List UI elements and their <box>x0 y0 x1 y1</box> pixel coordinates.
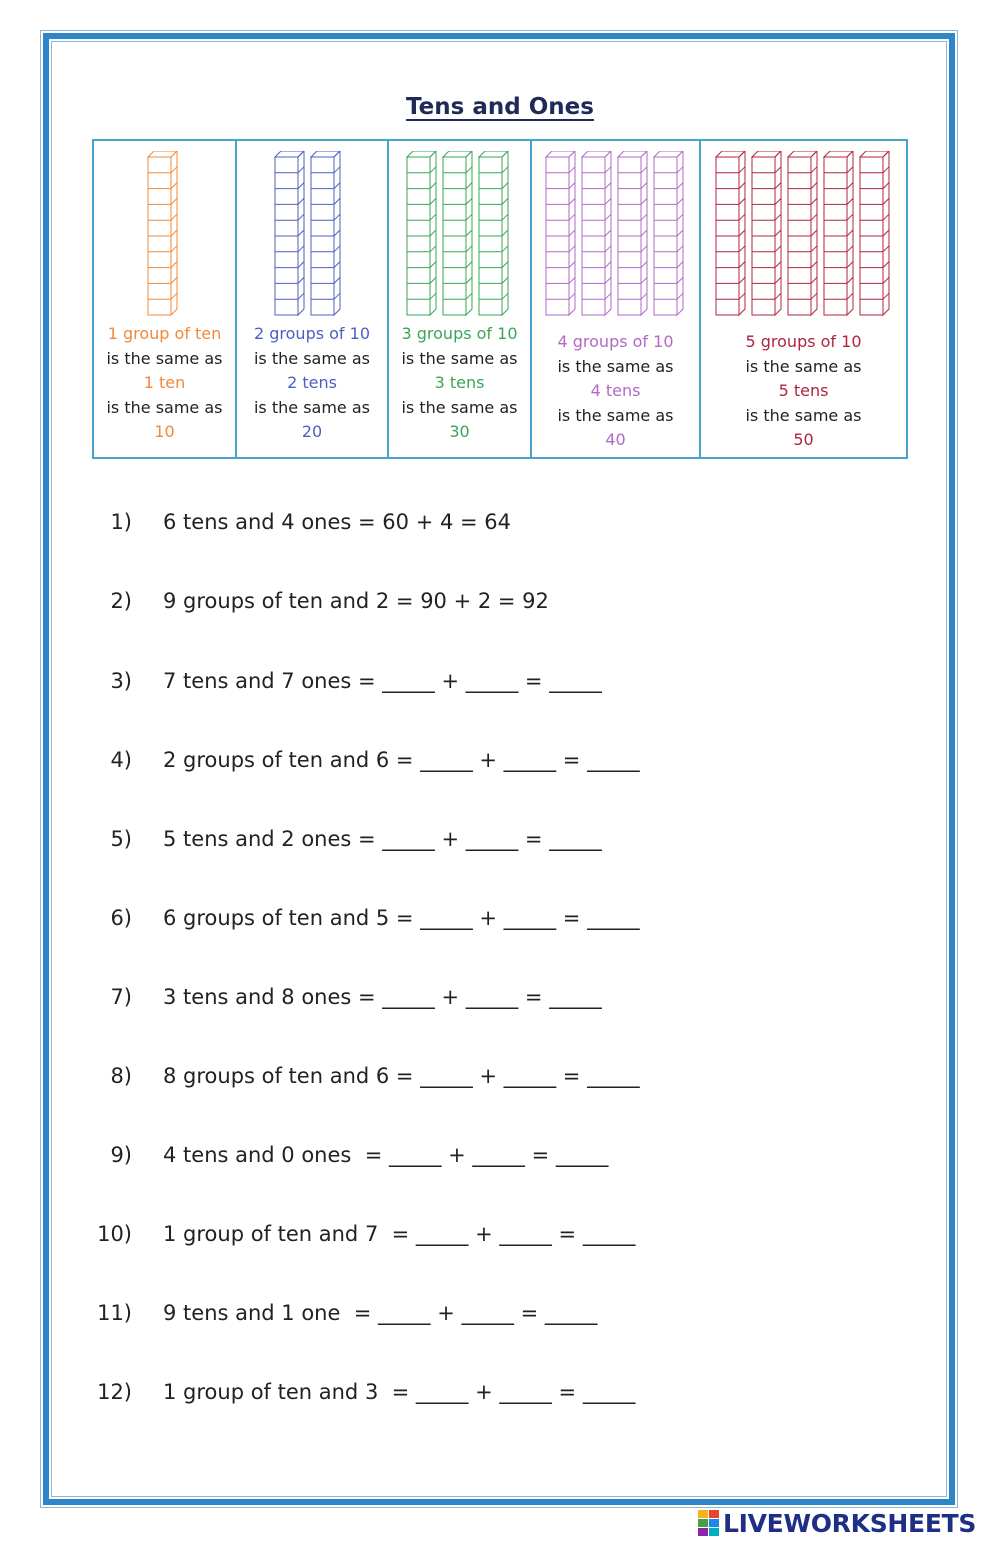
ten-rod <box>752 151 781 315</box>
question-12 <box>0 1380 1000 1410</box>
question-number: 5) <box>110 827 132 851</box>
ten-rod <box>479 151 508 315</box>
same-as-label: is the same as <box>253 397 370 417</box>
ten-rod <box>311 151 340 315</box>
same-as-label: is the same as <box>557 405 674 425</box>
tens-label: 1 ten <box>143 373 186 392</box>
ten-rod <box>788 151 817 315</box>
question-text: 9 groups of ten and 2 = 90 + 2 = 92 <box>163 589 549 613</box>
question-number: 8) <box>110 1064 132 1088</box>
value-label: 20 <box>301 422 323 441</box>
tens-label: 4 tens <box>590 381 641 400</box>
group-label: 1 group of ten <box>107 324 222 343</box>
question-number: 11) <box>97 1301 132 1325</box>
same-as-label: is the same as <box>106 397 223 417</box>
question-number: 9) <box>110 1143 132 1167</box>
question-number: 6) <box>110 906 132 930</box>
liveworksheets-footer[interactable] <box>698 1509 976 1537</box>
question-number: 2) <box>110 589 132 613</box>
ten-rod <box>860 151 889 315</box>
question-text[interactable]: 3 tens and 8 ones = _____ + _____ = _____ <box>163 985 602 1009</box>
ten-rod <box>546 151 575 315</box>
group-cell-4 <box>532 141 701 457</box>
ten-rods-2 <box>237 151 387 321</box>
question-number: 1) <box>110 510 132 534</box>
question-3 <box>0 669 1000 699</box>
ten-rod <box>148 151 177 315</box>
question-text[interactable]: 4 tens and 0 ones = _____ + _____ = _____ <box>163 1143 609 1167</box>
tens-label: 5 tens <box>778 381 829 400</box>
ten-rods-4 <box>532 151 699 321</box>
ten-rods-1 <box>94 151 235 321</box>
ten-rod <box>275 151 304 315</box>
question-number: 12) <box>97 1380 132 1404</box>
group-label: 3 groups of 10 <box>401 324 518 343</box>
question-text[interactable]: 8 groups of ten and 6 = _____ + _____ = _____ <box>163 1064 640 1088</box>
ten-rods-5 <box>701 151 906 321</box>
question-number: 7) <box>110 985 132 1009</box>
tens-reference-table <box>92 139 908 459</box>
tens-label: 3 tens <box>434 373 485 392</box>
ten-rod <box>618 151 647 315</box>
group-label: 4 groups of 10 <box>557 332 674 351</box>
ten-rod <box>582 151 611 315</box>
title-text: Tens and Ones <box>406 94 594 120</box>
question-8 <box>0 1064 1000 1094</box>
question-text: 6 tens and 4 ones = 60 + 4 = 64 <box>163 510 511 534</box>
question-text[interactable]: 1 group of ten and 3 = _____ + _____ = _____ <box>163 1380 636 1404</box>
ten-rod <box>407 151 436 315</box>
brand-name: LIVEWORKSHEETS <box>723 1508 977 1538</box>
group-caption-1 <box>94 322 235 445</box>
group-cell-5 <box>701 141 906 457</box>
question-number: 10) <box>97 1222 132 1246</box>
ten-rods-3 <box>389 151 530 321</box>
group-label: 5 groups of 10 <box>745 332 862 351</box>
question-text[interactable]: 2 groups of ten and 6 = _____ + _____ = _____ <box>163 748 640 772</box>
value-label: 30 <box>449 422 470 441</box>
ten-rod <box>654 151 683 315</box>
group-caption-2 <box>237 322 387 445</box>
question-number: 3) <box>110 669 132 693</box>
same-as-label: is the same as <box>106 348 223 368</box>
question-11 <box>0 1301 1000 1331</box>
question-9 <box>0 1143 1000 1173</box>
group-caption-4 <box>532 330 699 453</box>
question-text[interactable]: 1 group of ten and 7 = _____ + _____ = _____ <box>163 1222 636 1246</box>
value-label: 40 <box>605 430 626 449</box>
same-as-label: is the same as <box>401 397 518 417</box>
group-caption-5 <box>701 330 906 453</box>
same-as-label: is the same as <box>253 348 370 368</box>
value-label: 10 <box>154 422 175 441</box>
group-cell-2 <box>237 141 389 457</box>
question-number: 4) <box>110 748 132 772</box>
question-5 <box>0 827 1000 857</box>
same-as-label: is the same as <box>557 356 674 376</box>
ten-rod <box>824 151 853 315</box>
question-1 <box>0 510 1000 540</box>
liveworksheets-logo-icon <box>698 1510 720 1536</box>
question-2 <box>0 589 1000 619</box>
ten-rod <box>443 151 472 315</box>
group-caption-3 <box>389 322 530 445</box>
worksheet-title <box>0 94 1000 120</box>
question-7 <box>0 985 1000 1015</box>
question-text[interactable]: 6 groups of ten and 5 = _____ + _____ = _____ <box>163 906 640 930</box>
ten-rod <box>716 151 745 315</box>
question-4 <box>0 748 1000 778</box>
same-as-label: is the same as <box>745 356 862 376</box>
question-10 <box>0 1222 1000 1252</box>
question-6 <box>0 906 1000 936</box>
group-label: 2 groups of 10 <box>253 324 371 343</box>
group-cell-3 <box>389 141 532 457</box>
value-label: 50 <box>793 430 814 449</box>
group-cell-1 <box>94 141 237 457</box>
same-as-label: is the same as <box>401 348 518 368</box>
same-as-label: is the same as <box>745 405 862 425</box>
question-text[interactable]: 7 tens and 7 ones = _____ + _____ = _____ <box>163 669 602 693</box>
question-text[interactable]: 5 tens and 2 ones = _____ + _____ = _____ <box>163 827 602 851</box>
question-text[interactable]: 9 tens and 1 one = _____ + _____ = _____ <box>163 1301 598 1325</box>
tens-label: 2 tens <box>287 373 337 392</box>
